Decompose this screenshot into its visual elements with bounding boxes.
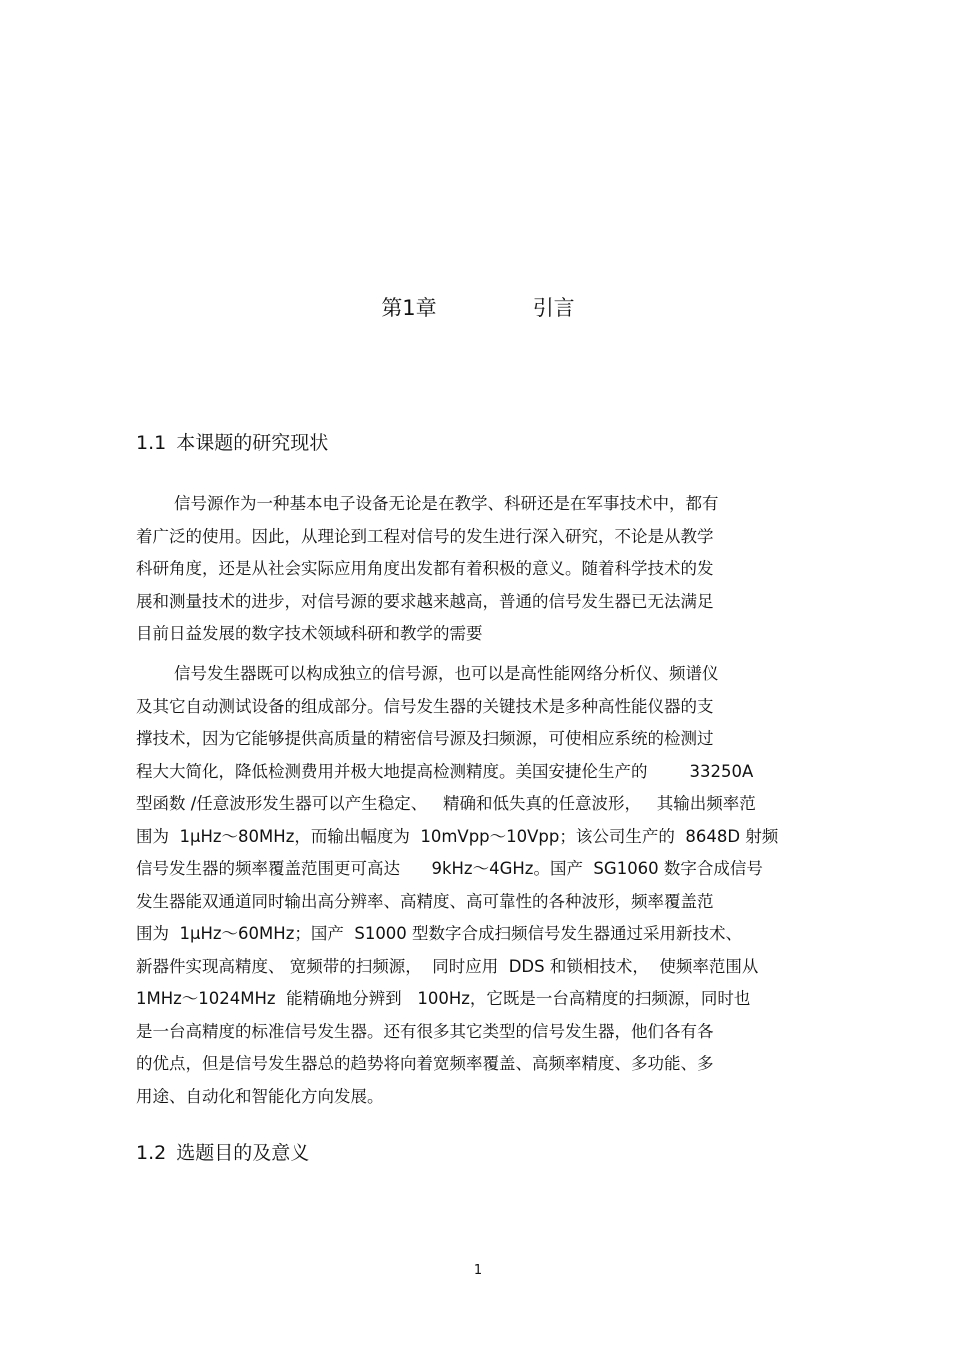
paragraph-line: 程大大简化，降低检测费用并极大地提高检测精度。美国安捷伦生产的 33250A — [136, 761, 754, 781]
section-number: 1.2 — [136, 1142, 167, 1164]
paragraph-line: 信号发生器的频率覆盖范围更可高达 9kHz～4GHz。国产 SG1060 数字合成信号 — [136, 859, 763, 878]
paragraph-line: 信号发生器既可以构成独立的信号源，也可以是高性能网络分析仪、频谱仪 — [174, 664, 719, 683]
chapter-name: 引言 — [532, 296, 575, 320]
paragraph-line: 新器件实现高精度、 宽频带的扫频源， 同时应用 DDS 和锁相技术， 使频率范围从 — [136, 956, 759, 976]
paragraph-line: 是一台高精度的标准信号发生器。还有很多其它类型的信号发生器，他们各有各 — [136, 1021, 714, 1041]
section-heading-1-1 — [136, 430, 328, 456]
paragraph-line: 目前日益发展的数字技术领域科研和教学的需要 — [136, 624, 483, 643]
paragraph-line: 的优点，但是信号发生器总的趋势将向着宽频率覆盖、高频率精度、多功能、多 — [136, 1054, 714, 1073]
chapter-number: 第1章 — [381, 296, 437, 320]
paragraph-line: 展和测量技术的进步，对信号源的要求越来越高，普通的信号发生器已无法满足 — [136, 591, 714, 611]
paragraph-line: 1MHz～1024MHz 能精确地分辨到 100Hz，它既是一台高精度的扫频源，同时也 — [136, 989, 751, 1008]
page-number: 1 — [473, 1263, 483, 1278]
paragraph-line: 着广泛的使用。因此，从理论到工程对信号的发生进行深入研究，不论是从教学 — [136, 526, 714, 546]
section-heading-1-2 — [136, 1140, 309, 1166]
paragraph-line: 科研角度，还是从社会实际应用角度出发都有着积极的意义。随着科学技术的发 — [136, 559, 714, 578]
paragraph-line: 及其它自动测试设备的组成部分。信号发生器的关键技术是多种高性能仪器的支 — [136, 696, 714, 716]
section-number: 1.1 — [136, 432, 167, 454]
section-title: 选题目的及意义 — [176, 1142, 310, 1164]
paragraph-line: 围为 1μHz～60MHz；国产 S1000 型数字合成扫频信号发生器通过采用新技术、 — [136, 924, 743, 943]
paragraph-line: 型函数 /任意波形发生器可以产生稳定、 精确和低失真的任意波形， 其输出频率范 — [136, 794, 756, 813]
paragraph-line: 信号源作为一种基本电子设备无论是在教学、科研还是在军事技术中，都有 — [174, 494, 719, 513]
paragraph-2 — [136, 658, 816, 1113]
paragraph-line: 用途、自动化和智能化方向发展。 — [136, 1086, 384, 1106]
section-title: 本课题的研究现状 — [176, 432, 329, 454]
paragraph-line: 发生器能双通道同时输出高分辨率、高精度、高可靠性的各种波形，频率覆盖范 — [136, 891, 714, 911]
paragraph-line: 围为 1μHz～80MHz，而输出幅度为 10mVpp～10Vpp；该公司生产的 8648D 射频 — [136, 826, 779, 846]
paragraph-1 — [136, 488, 816, 651]
paragraph-line: 撑技术，因为它能够提供高质量的精密信号源及扫频源，可使相应系统的检测过 — [136, 729, 714, 748]
chapter-title — [0, 294, 956, 322]
